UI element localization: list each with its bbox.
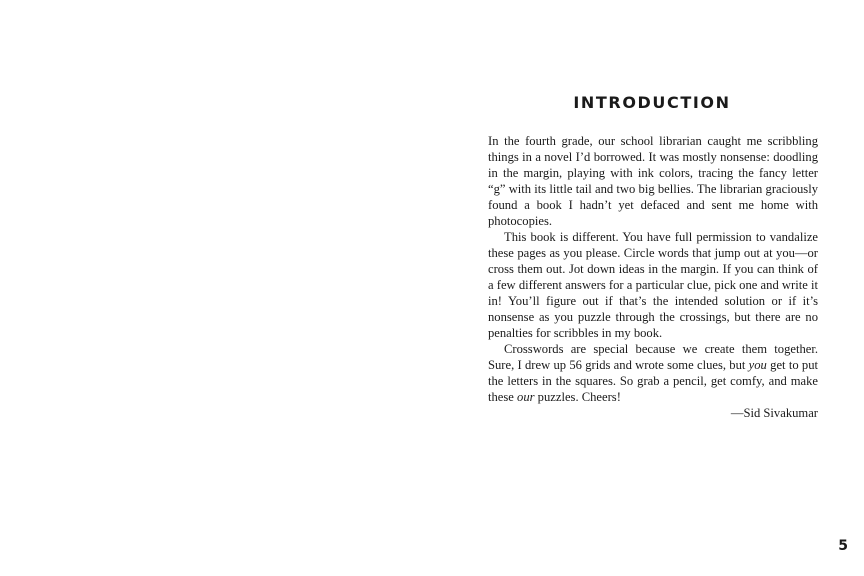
right-page bbox=[432, 0, 864, 576]
paragraph-3-text-c: puzzles. Cheers! bbox=[534, 390, 621, 404]
emphasis-you: you bbox=[748, 358, 767, 372]
introduction-body bbox=[488, 133, 818, 421]
paragraph-2 bbox=[488, 229, 818, 341]
page-title: INTRODUCTION bbox=[573, 93, 731, 112]
paragraph-1-text: In the fourth grade, our school librarian caught me scribbling things in a novel I’d borrowed. It was mostly nonsense: doodling in the margin, playing with ink colors, tracing the fancy letter “g” with its little tail and two big bellies. The librarian graciously found a book I hadn’t yet defaced and sent me home with photocopies. bbox=[488, 134, 818, 228]
paragraph-1 bbox=[488, 133, 818, 229]
paragraph-3 bbox=[488, 341, 818, 405]
author-signature: —Sid Sivakumar bbox=[730, 406, 818, 420]
page-number: 5 bbox=[838, 538, 848, 554]
paragraph-3-text-b: get to put the letters in the squares. So grab a pencil, get comfy, and make these bbox=[488, 358, 818, 404]
emphasis-our: our bbox=[517, 390, 535, 404]
paragraph-3-text-a: Crosswords are special because we create them together. Sure, I drew up 56 grids and wrote some clues, but bbox=[488, 342, 818, 372]
paragraph-2-text: This book is different. You have full permission to vandalize these pages as you please. Circle words that jump out at you—or cross them out. Jot down ideas in the margin. If you can think of a few different answers for a particular clue, pick one and write it in! You’ll figure out if that’s the intended solution or if it’s nonsense as you puzzle through the crossings, but there are no penalties for scribbles in my book. bbox=[488, 230, 818, 340]
